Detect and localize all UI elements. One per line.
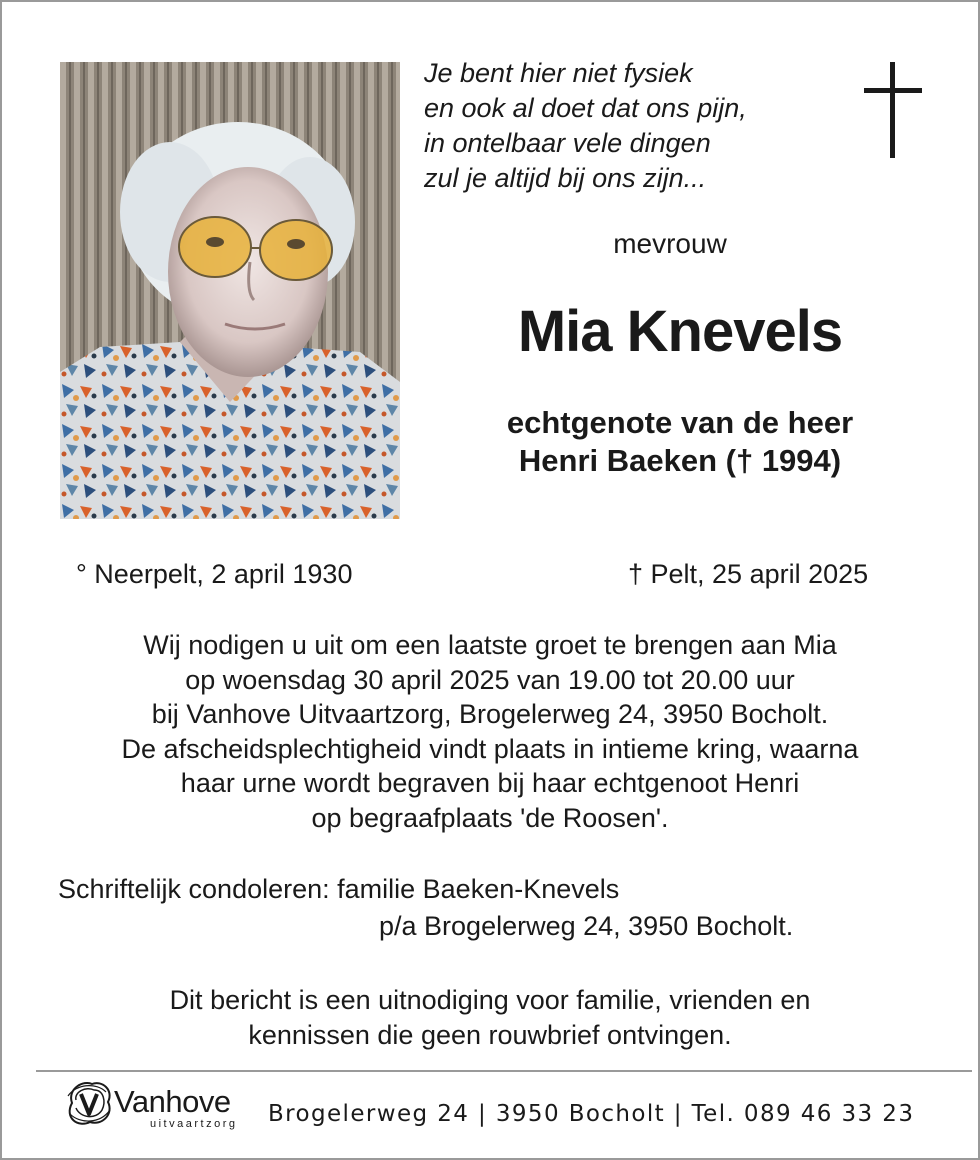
spouse-line: Henri Baeken († 1994)	[518, 443, 842, 478]
latin-cross-icon	[864, 62, 922, 158]
footer-contact: Brogelerweg 24 | 3950 Bocholt | Tel. 089 46 33 23	[268, 1101, 915, 1127]
invitation-line: bij Vanhove Uitvaartzorg, Brogelerweg 24, 3950 Bocholt.	[151, 699, 829, 729]
invitation-line: op begraafplaats 'de Roosen'.	[311, 802, 669, 833]
birth-info: ° Neerpelt, 2 april 1930	[76, 559, 353, 589]
invitation-line: haar urne wordt begraven bij haar echtgenoot Henri	[180, 768, 800, 798]
memorial-poem	[424, 56, 844, 196]
vanhove-logo	[62, 1078, 262, 1138]
condolence-label: Schriftelijk condoleren: familie Baeken-Knevels	[58, 874, 620, 904]
invitation-text	[40, 628, 940, 835]
spouse-line: echtgenote van de heer	[506, 405, 854, 440]
notice-line: Dit bericht is een uitnodiging voor familie, vrienden en	[169, 985, 811, 1015]
logo-subtitle: uitvaartzorg	[150, 1118, 238, 1130]
poem-line: in ontelbaar vele dingen	[424, 128, 711, 158]
footer-divider	[36, 1070, 972, 1072]
logo-emblem-icon	[62, 1078, 116, 1128]
poem-line: zul je altijd bij ons zijn...	[424, 163, 707, 193]
poem-line: Je bent hier niet fysiek	[424, 58, 693, 88]
logo-name: Vanhove	[114, 1084, 231, 1119]
notice-text	[40, 983, 940, 1052]
honorific: mevrouw	[613, 228, 727, 259]
death-info: † Pelt, 25 april 2025	[628, 559, 869, 589]
portrait-photo	[60, 62, 400, 519]
notice-line: kennissen die geen rouwbrief ontvingen.	[248, 1019, 732, 1050]
spouse-info	[420, 404, 940, 480]
deceased-name: Mia Knevels	[517, 299, 843, 364]
invitation-line: op woensdag 30 april 2025 van 19.00 tot 20.00 uur	[185, 664, 795, 695]
poem-line: en ook al doet dat ons pijn,	[424, 93, 747, 123]
invitation-line: De afscheidsplechtigheid vindt plaats in intieme kring, waarna	[121, 733, 859, 764]
invitation-line: Wij nodigen u uit om een laatste groet te brengen aan Mia	[143, 630, 837, 660]
condolence-address: p/a Brogelerweg 24, 3950 Bocholt.	[379, 911, 794, 941]
